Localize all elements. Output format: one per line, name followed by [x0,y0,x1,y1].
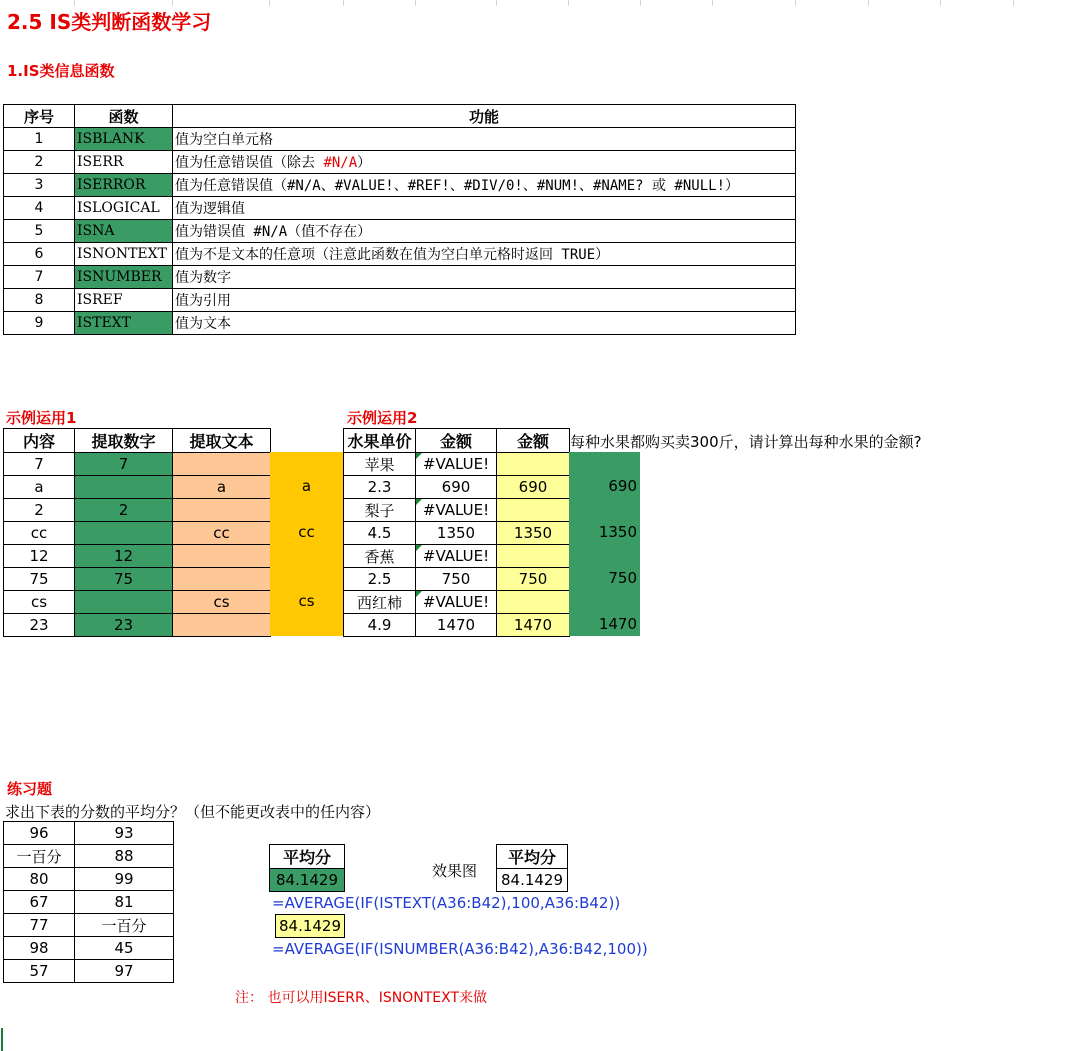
price-cell[interactable]: 4.5 [344,522,416,545]
desc-text: 值为任意错误值（#N/A、#VALUE!、#REF!、#DIV/0!、#NUM!、#NAME? 或 #NULL!） [175,178,740,194]
desc-text: 值为逻辑值 [175,201,245,217]
desc-text: 值为空白单元格 [175,132,273,148]
table-row [4,174,796,197]
formula-isnumber: =AVERAGE(IF(ISNUMBER(A36:B42),A36:B42,100)) [272,940,648,958]
amount-cell[interactable]: 750 [416,568,497,591]
table-row [4,453,271,476]
row-number: 1 [4,128,75,151]
section1-title: 1.IS类信息函数 [7,62,115,80]
text-cell[interactable] [173,453,271,476]
amount2-cell[interactable]: 690 [497,476,570,499]
score-cell[interactable]: 93 [75,822,174,845]
table-row [4,822,174,845]
effect-header: 平均分 [497,845,568,869]
result-cell[interactable] [569,590,640,613]
function-desc [173,151,796,174]
sheet-title: 2.5 IS类判断函数学习 [7,10,212,34]
text-cell[interactable]: cs [173,591,271,614]
example1-label: 示例运用1 [6,409,77,427]
exercise-label: 练习题 [7,780,53,798]
table-row [4,266,796,289]
score-cell[interactable]: 80 [4,868,75,891]
desc-text: 值为错误值 #N/A（值不存在） [175,224,372,240]
exercise-question: 求出下表的分数的平均分？（但不能更改表中的任内容） [5,803,381,821]
formula-istext: =AVERAGE(IF(ISTEXT(A36:B42),100,A36:B42)) [272,894,621,912]
function-name[interactable]: ISERR [75,151,173,174]
desc-highlight: #N/A [323,155,358,171]
price-cell[interactable]: 苹果 [344,453,416,476]
result-cell[interactable]: 690 [608,477,637,495]
num-cell[interactable] [75,522,173,545]
row-number: 9 [4,312,75,335]
result-cell[interactable] [569,452,640,475]
amount2-cell[interactable]: 1350 [497,522,570,545]
table-row [4,937,174,960]
table-row [4,499,271,522]
table-row [4,614,271,637]
text-cell[interactable] [173,614,271,637]
avg-box [269,844,345,892]
desc-text: 值为数字 [175,270,231,286]
amount2-cell[interactable] [497,591,570,614]
amount2-cell[interactable] [497,453,570,476]
table-row [4,476,271,499]
extra-cell[interactable] [270,498,343,521]
table-row [344,499,570,522]
header-desc: 功能 [173,105,796,128]
ex1-header-text: 提取文本 [173,429,271,453]
extra-cell[interactable] [270,452,343,475]
function-name[interactable]: ISERROR [75,174,173,197]
text-cell[interactable]: cc [173,522,271,545]
num-cell[interactable]: 75 [75,568,173,591]
result-cell[interactable]: 750 [608,569,637,587]
function-name[interactable]: ISNUMBER [75,266,173,289]
content-cell[interactable]: cs [4,591,75,614]
amount-cell[interactable]: #VALUE! [416,591,497,614]
score-cell[interactable]: 67 [4,891,75,914]
table-row [4,545,271,568]
score-cell[interactable]: 一百分 [75,914,174,937]
table-row [4,891,174,914]
num-cell[interactable]: 23 [75,614,173,637]
table-row [4,151,796,174]
content-cell[interactable]: 12 [4,545,75,568]
desc-text: 值为不是文本的任意项（注意此函数在值为空白单元格时返回 TRUE） [175,247,610,263]
text-cell[interactable] [173,499,271,522]
score-cell[interactable]: 98 [4,937,75,960]
score-cell[interactable]: 一百分 [4,845,75,868]
ex2-header-amount: 金额 [416,429,497,453]
score-cell[interactable]: 57 [4,960,75,983]
content-cell[interactable]: cc [4,522,75,545]
table-row [4,568,271,591]
row-number: 4 [4,197,75,220]
table-row [344,453,570,476]
text-cell[interactable] [173,568,271,591]
avg-value-2[interactable]: 84.1429 [275,914,345,938]
example2-question: 每种水果都购买卖300斤，请计算出每种水果的金额? [570,433,922,451]
score-cell[interactable]: 99 [75,868,174,891]
text-cell[interactable]: a [173,476,271,499]
table-row [4,220,796,243]
text-cell[interactable] [173,545,271,568]
content-cell[interactable]: 23 [4,614,75,637]
example1-table [3,428,271,637]
price-cell[interactable]: 梨子 [344,499,416,522]
table-row [344,545,570,568]
function-desc [173,266,796,289]
score-cell[interactable]: 45 [75,937,174,960]
function-desc [173,197,796,220]
num-cell[interactable] [75,476,173,499]
extra-cell[interactable]: cc [298,523,315,541]
function-name[interactable]: ISTEXT [75,312,173,335]
function-desc [173,220,796,243]
amount-cell[interactable]: 690 [416,476,497,499]
table-row [4,197,796,220]
table-row [344,522,570,545]
example2-label: 示例运用2 [347,409,418,427]
function-desc [173,128,796,151]
function-desc [173,243,796,266]
table-row [344,614,570,637]
table-row [4,845,174,868]
price-cell[interactable]: 香蕉 [344,545,416,568]
price-cell[interactable]: 2.3 [344,476,416,499]
header-func: 函数 [75,105,173,128]
result-cell[interactable] [569,498,640,521]
table-row [4,522,271,545]
amount-cell[interactable]: #VALUE! [416,453,497,476]
table-row [4,128,796,151]
desc-tail: ） [357,155,372,171]
score-cell[interactable]: 88 [75,845,174,868]
amount2-cell[interactable] [497,499,570,522]
effect-value: 84.1429 [497,869,568,892]
is-function-table [3,104,796,335]
amount-cell[interactable]: #VALUE! [416,545,497,568]
num-cell[interactable]: 12 [75,545,173,568]
content-cell[interactable]: a [4,476,75,499]
ex1-header-num: 提取数字 [75,429,173,453]
table-row [344,476,570,499]
extra-cell[interactable] [270,544,343,567]
result-cell[interactable] [569,544,640,567]
score-cell[interactable]: 77 [4,914,75,937]
amount2-cell[interactable]: 1470 [497,614,570,637]
function-name[interactable]: ISBLANK [75,128,173,151]
content-cell[interactable]: 75 [4,568,75,591]
exercise-note: 注： 也可以用ISERR、ISNONTEXT来做 [235,990,488,1006]
ex2-header-price: 水果单价 [344,429,416,453]
desc-text: 值为任意错误值（除去 [175,155,324,171]
function-desc [173,174,796,197]
ex1-extra-values [270,452,343,636]
num-cell[interactable] [75,591,173,614]
selection-indicator [1,1028,3,1051]
score-cell[interactable]: 81 [75,891,174,914]
row-number: 6 [4,243,75,266]
result-cell[interactable]: 1470 [598,615,637,633]
score-table [3,821,174,983]
score-cell[interactable]: 96 [4,822,75,845]
table-row [4,591,271,614]
effect-box [496,844,568,892]
result-cell[interactable]: 1350 [598,523,637,541]
ex2-header-amount2: 金额 [497,429,570,453]
header-no: 序号 [4,105,75,128]
desc-text: 值为文本 [175,316,231,332]
extra-cell[interactable]: cs [298,592,315,610]
table-row [4,243,796,266]
avg-value[interactable]: 84.1429 [270,869,345,892]
extra-cell[interactable] [270,613,343,636]
ex1-header-content: 内容 [4,429,75,453]
table-row [344,568,570,591]
score-cell[interactable]: 97 [75,960,174,983]
ex2-result-values [569,452,640,636]
num-cell[interactable]: 7 [75,453,173,476]
table-row [4,960,174,983]
amount-cell[interactable]: #VALUE! [416,499,497,522]
function-name[interactable]: ISREF [75,289,173,312]
content-cell[interactable]: 7 [4,453,75,476]
function-name[interactable]: ISNONTEXT [75,243,173,266]
row-number: 8 [4,289,75,312]
table-row [4,312,796,335]
function-name[interactable]: ISLOGICAL [75,197,173,220]
amount2-cell[interactable]: 750 [497,568,570,591]
table-row [4,868,174,891]
extra-cell[interactable] [270,567,343,590]
price-cell[interactable]: 西红柿 [344,591,416,614]
function-desc [173,312,796,335]
amount-cell[interactable]: 1470 [416,614,497,637]
desc-text: 值为引用 [175,293,231,309]
content-cell[interactable]: 2 [4,499,75,522]
row-number: 2 [4,151,75,174]
amount-cell[interactable]: 1350 [416,522,497,545]
avg-header: 平均分 [270,845,345,869]
table-row [4,914,174,937]
price-cell[interactable]: 2.5 [344,568,416,591]
row-number: 7 [4,266,75,289]
function-name[interactable]: ISNA [75,220,173,243]
price-cell[interactable]: 4.9 [344,614,416,637]
example2-table [343,428,570,637]
row-number: 3 [4,174,75,197]
effect-label: 效果图 [432,862,478,880]
row-number: 5 [4,220,75,243]
extra-cell[interactable]: a [301,477,312,495]
amount2-cell[interactable] [497,545,570,568]
function-desc [173,289,796,312]
num-cell[interactable]: 2 [75,499,173,522]
table-row [4,289,796,312]
table-row [344,591,570,614]
